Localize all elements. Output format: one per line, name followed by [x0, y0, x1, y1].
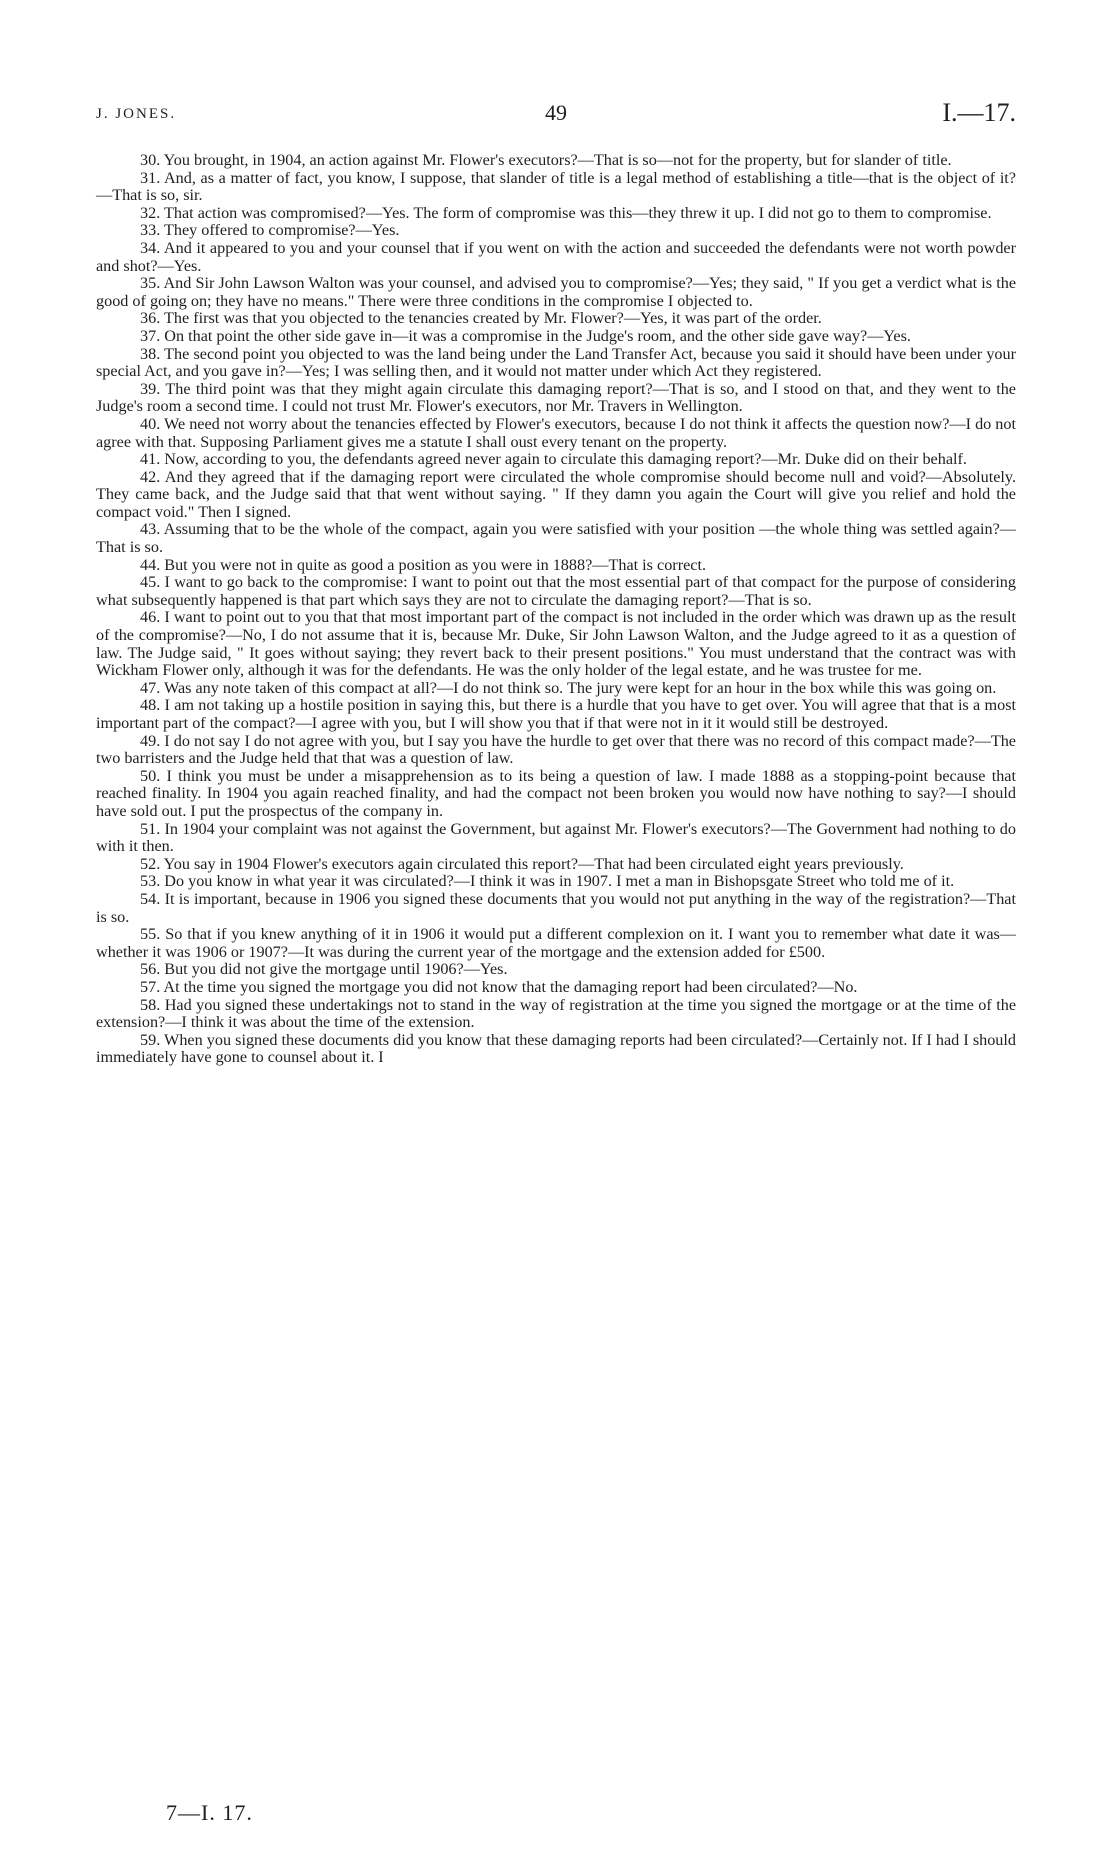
question-52: 52. You say in 1904 Flower's executors again circulated this report?—That had been circulated eight years previously. — [140, 854, 904, 873]
question-36: 36. The first was that you objected to the tenancies created by Mr. Flower?—Yes, it was part of the order. — [140, 309, 822, 328]
question-54: 54. It is important, because in 1906 you signed these documents that you would not put anything in the way of the registration?—That is so. — [96, 889, 1016, 926]
question-33: 33. They offered to compromise?—Yes. — [140, 221, 400, 240]
question-37: 37. On that point the other side gave in—it was a compromise in the Judge's room, and the other side gave way?—Yes. — [140, 326, 911, 345]
question-57: 57. At the time you signed the mortgage you did not know that the damaging report had been circulated?—No. — [140, 977, 858, 996]
question-39: 39. The third point was that they might again circulate this damaging report?—That is so, and I stood on that, and they went to the Judge's room a second time. I could not trust Mr. Flower's executors, nor Mr. Travers in Wellington. — [96, 379, 1016, 416]
page-footer-signature: 7—I. 17. — [166, 1800, 253, 1825]
question-48: 48. I am not taking up a hostile position in saying this, but there is a hurdle that you have to get over. You will agree that that is a most important part of the compact?—I agree with you, but I will show you that if that were not in it it would still be destroyed. — [96, 696, 1016, 732]
question-40: 40. We need not worry about the tenancies effected by Flower's executors, because I do not think it affects the question now?—I do not agree with that. Supposing Parliament gives me a statute I shall oust every tenant on the property. — [96, 414, 1016, 451]
question-46: 46. I want to point out to you that that most important part of the compact is not included in the order which was drawn up as the result of the compromise?—No, I do not assume that it is, because Mr. Duke, Sir John Lawson Walton, and the Judge agreed to it as a question of law. The Judge said, " It goes without saying; they revert back to their present positions." You must understand that the contract was with Wickham Flower only, although it was for the defendants. He was the only holder of the legal estate, and he was trustee for me. — [96, 608, 1016, 680]
question-30: 30. You brought, in 1904, an action against Mr. Flower's executors?—That is so—not for the property, but for slander of title. — [140, 151, 952, 169]
question-58: 58. Had you signed these undertakings not to stand in the way of registration at the time you signed the mortgage or at the time of the extension?—I think it was about the time of the extension. — [96, 995, 1016, 1032]
question-45: 45. I want to go back to the compromise: I want to point out that the most essential part of that compact for the purpose of considering what subsequently happened is that part which says they are not to circulate the damaging report?—That is so. — [96, 573, 1016, 609]
question-56: 56. But you did not give the mortgage until 1906?—Yes. — [140, 960, 508, 979]
question-31: 31. And, as a matter of fact, you know, I suppose, that slander of title is a legal method of establishing a title—that is the object of it?—That is so, sir. — [96, 168, 1016, 205]
question-43: 43. Assuming that to be the whole of the compact, again you were satisfied with your position —the whole thing was settled again?—That is so. — [96, 520, 1016, 557]
page-body — [96, 152, 1016, 1067]
question-41: 41. Now, according to you, the defendants agreed never again to circulate this damaging report?—Mr. Duke did on their behalf. — [140, 450, 967, 469]
question-49: 49. I do not say I do not agree with you, but I say you have the hurdle to get over that there was no record of this compact made?—The two barristers and the Judge held that that was a question of law. — [96, 731, 1016, 768]
header-document-reference: I.—17. — [942, 98, 1016, 127]
question-53: 53. Do you know in what year it was circulated?—I think it was in 1907. I met a man in Bishopsgate Street who told me of it. — [140, 872, 955, 891]
question-32: 32. That action was compromised?—Yes. The form of compromise was this—they threw it up. I did not go to them to compromise. — [140, 203, 992, 222]
question-47: 47. Was any note taken of this compact at all?—I do not think so. The jury were kept for an hour in the box while this was going on. — [140, 678, 997, 697]
question-50: 50. I think you must be under a misapprehension as to its being a question of law. I made 1888 as a stopping-point because that reached finality. In 1904 you again reached finality, and had the compact not been broken you would now have nothing to say?—I should have sold out. I put the prospectus of the company in. — [96, 766, 1016, 820]
question-44: 44. But you were not in quite as good a position as you were in 1888?—That is correct. — [140, 555, 706, 574]
header-page-number: 49 — [545, 100, 567, 125]
question-51: 51. In 1904 your complaint was not against the Government, but against Mr. Flower's executors?—The Government had nothing to do with it then. — [96, 819, 1016, 856]
question-42: 42. And they agreed that if the damaging report were circulated the whole compromise should become null and void?—Absolutely. They came back, and the Judge said that that went without saying. " If they damn you again the Court will give you relief and hold the compact void." Then I signed. — [96, 467, 1016, 521]
question-38: 38. The second point you objected to was the land being under the Land Transfer Act, because you said it should have been under your special Act, and you gave in?—Yes; I was selling then, and it would not matter under which Act they registered. — [96, 344, 1016, 381]
question-35: 35. And Sir John Lawson Walton was your counsel, and advised you to compromise?—Yes; they said, " If you get a verdict what is the good of going on; they have no means." There were three conditions in the compromise I objected to. — [96, 274, 1016, 310]
question-34: 34. And it appeared to you and your counsel that if you went on with the action and succeeded the defendants were not worth powder and shot?—Yes. — [96, 238, 1016, 275]
header-witness-name: J. JONES. — [96, 106, 177, 122]
page-header — [96, 98, 1016, 138]
question-59: 59. When you signed these documents did you know that these damaging reports had been circulated?—Certainly not. If I had I should immediately have gone to counsel about it. I — [96, 1030, 1016, 1067]
question-55: 55. So that if you knew anything of it in 1906 it would put a different complexion on it. I want you to remember what date it was—whether it was 1906 or 1907?—It was during the current year of the mortgage and the extension added for £500. — [96, 925, 1016, 961]
